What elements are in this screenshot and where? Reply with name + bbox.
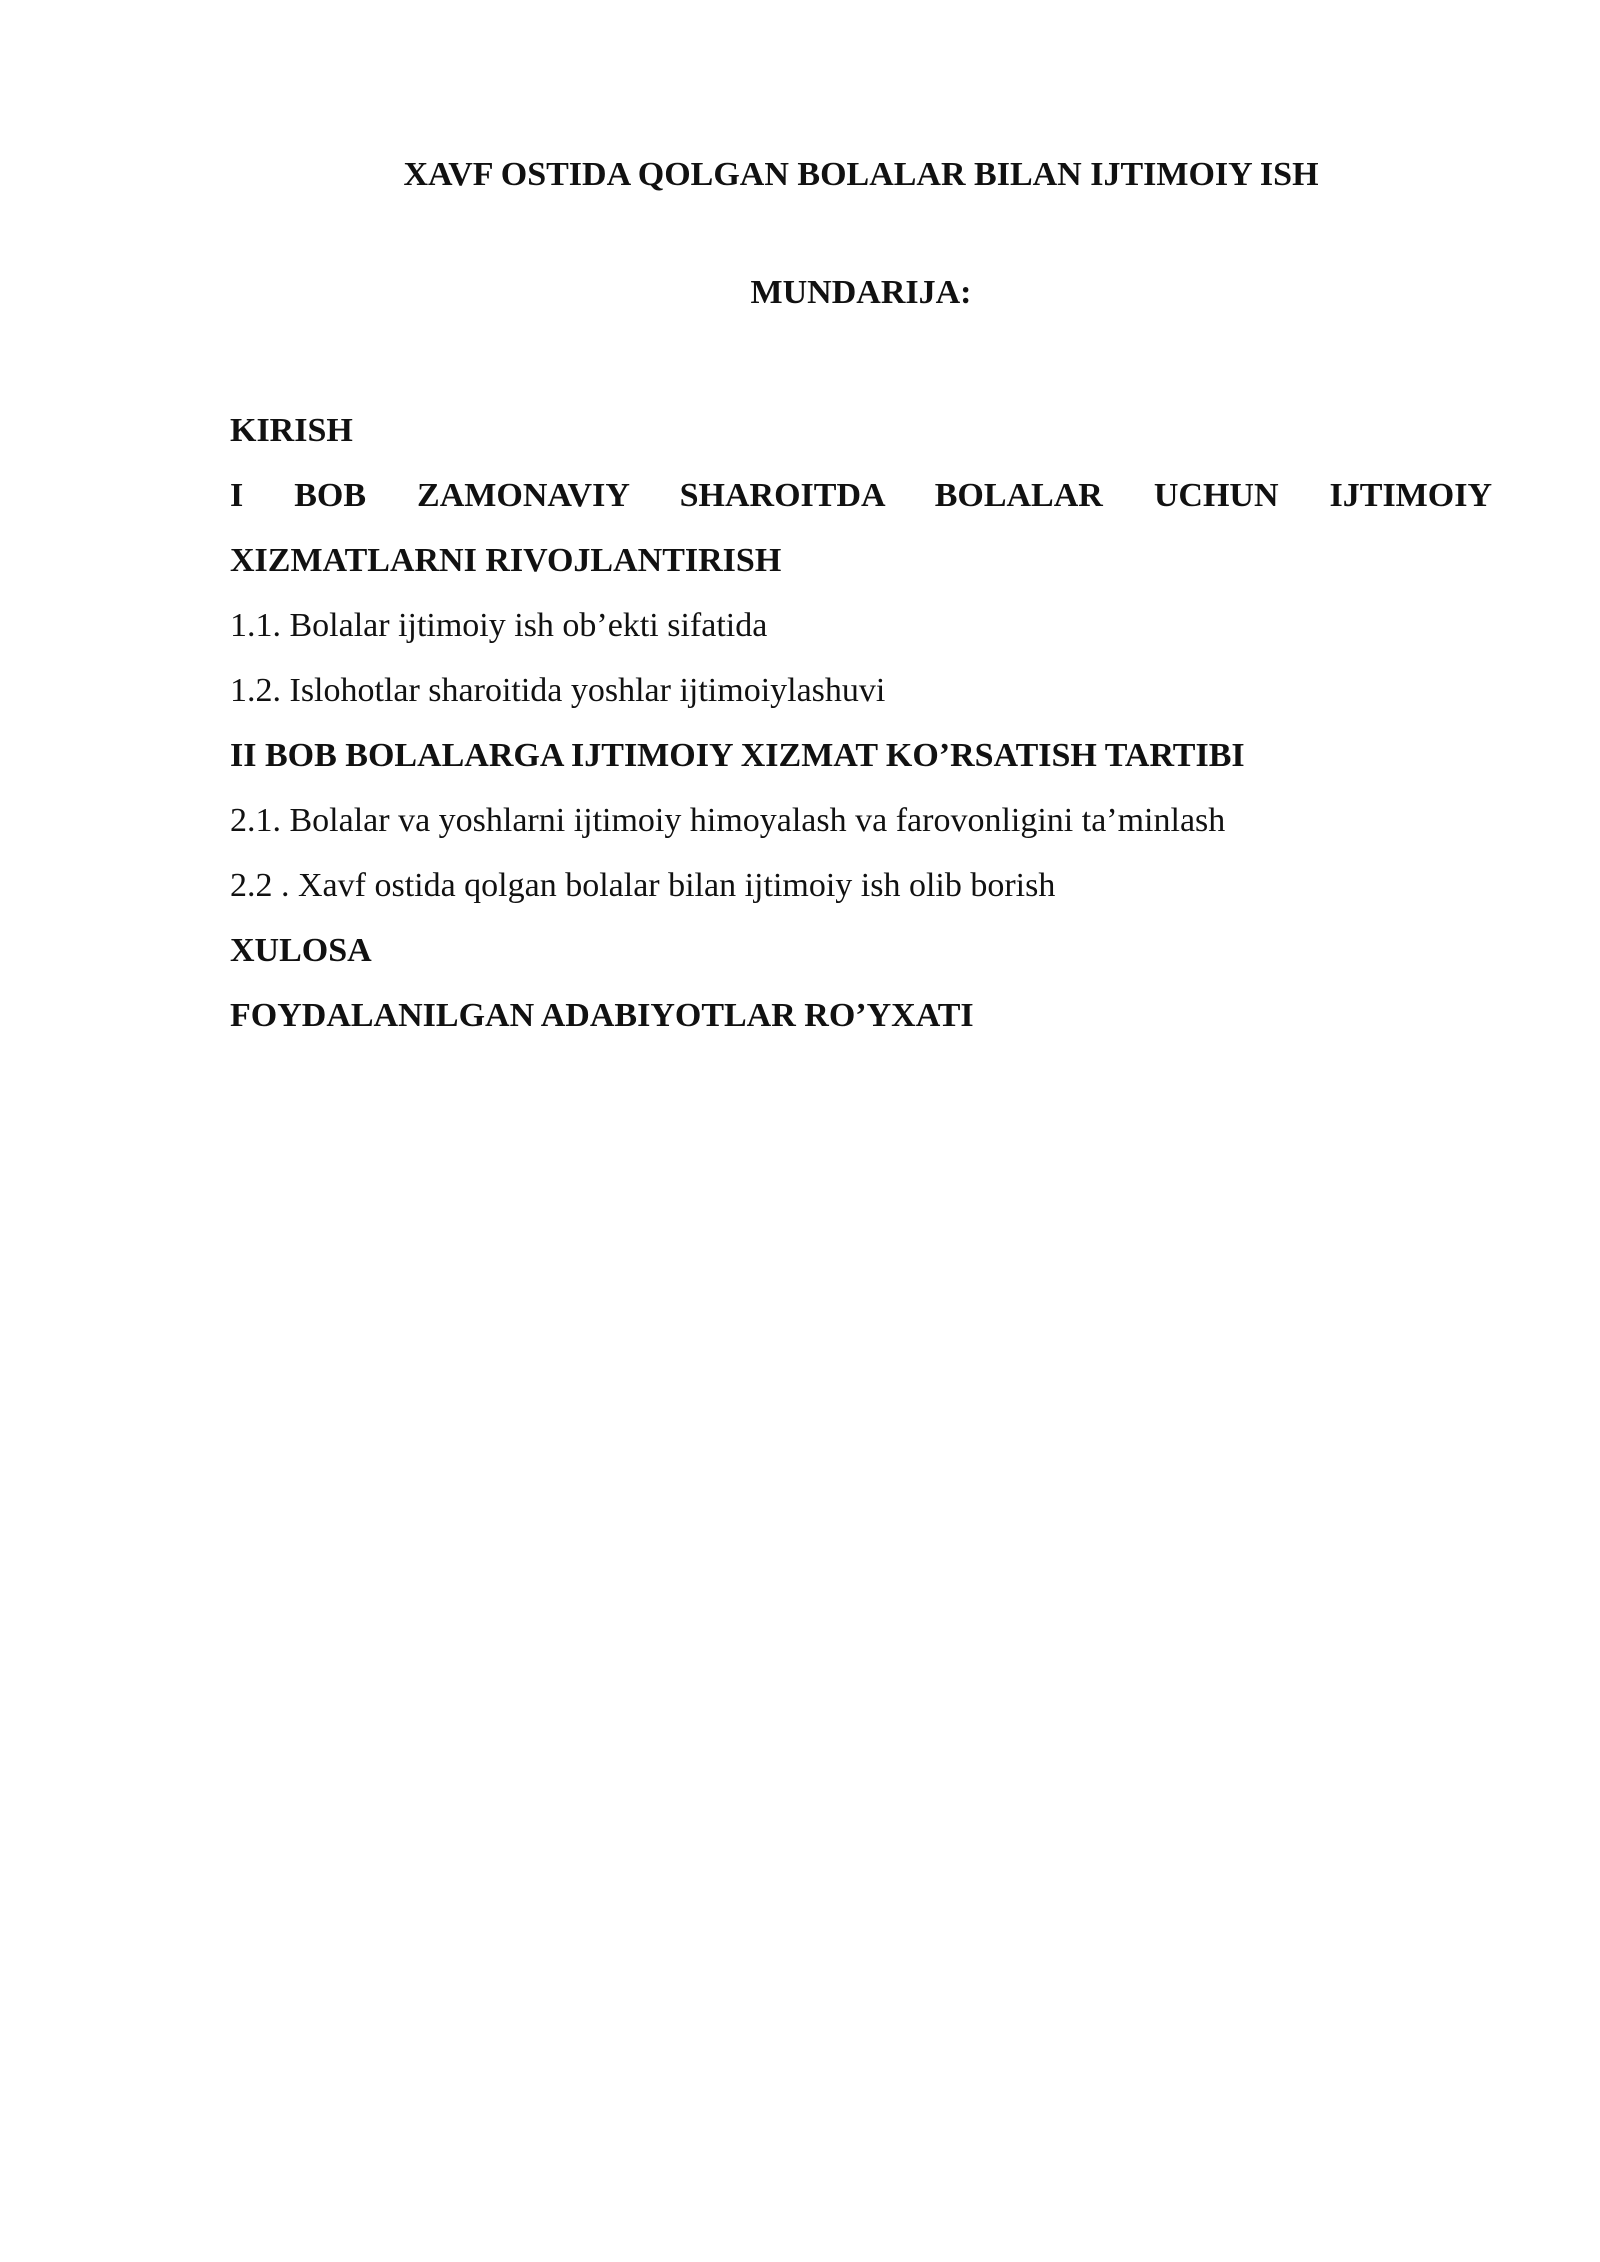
toc-item-section-2-2: 2.2 . Xavf ostida qolgan bolalar bilan ijtimoiy ish olib borish bbox=[230, 867, 1056, 904]
toc-item-introduction: KIRISH bbox=[230, 412, 353, 449]
toc-chapter-1-title-line-2: XIZMATLARNI RIVOJLANTIRISH bbox=[230, 542, 782, 579]
toc-chapter-1-title-line-1: I BOB ZAMONAVIY SHAROITDA BOLALAR UCHUN IJTIMOIY bbox=[230, 477, 1492, 514]
toc-item-conclusion: XULOSA bbox=[230, 932, 372, 969]
table-of-contents bbox=[230, 398, 1492, 1048]
toc-heading: MUNDARIJA: bbox=[750, 274, 972, 311]
toc-item-chapter-2: II BOB BOLALARGA IJTIMOIY XIZMAT KO’RSATISH TARTIBI bbox=[230, 737, 1245, 774]
toc-item-section-2-1: 2.1. Bolalar va yoshlarni ijtimoiy himoyalash va farovonligini ta’minlash bbox=[230, 802, 1226, 839]
toc-item-chapter-1 bbox=[230, 463, 1492, 593]
toc-item-references: FOYDALANILGAN ADABIYOTLAR RO’YXATI bbox=[230, 997, 974, 1034]
toc-item-section-1-1: 1.1. Bolalar ijtimoiy ish ob’ekti sifatida bbox=[230, 607, 768, 644]
toc-item-section-1-2: 1.2. Islohotlar sharoitida yoshlar ijtimoiylashuvi bbox=[230, 672, 886, 709]
document-title: XAVF OSTIDA QOLGAN BOLALAR BILAN IJTIMOIY ISH bbox=[403, 156, 1319, 193]
